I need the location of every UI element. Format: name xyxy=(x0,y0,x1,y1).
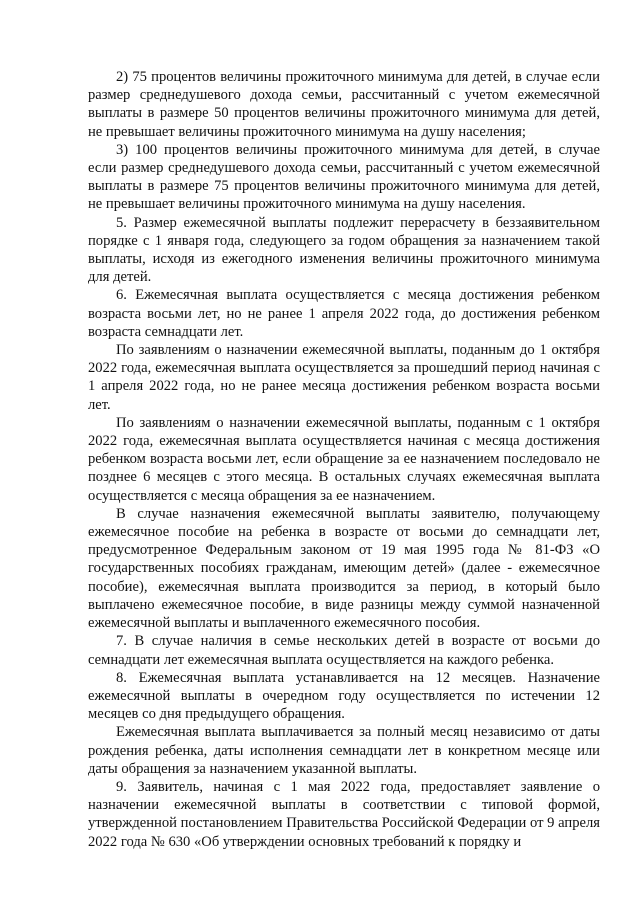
paragraph-clause-6-monthly-allowance: В случае назначения ежемесячной выплаты заявителю, получающему ежемесячное пособие на ребенка в возрасте от восьми до семнадцати лет, предусмотренное Федеральным законом от 19 мая 1995 года № 81-ФЗ «О государственных пособиях гражданам, имеющим детей» (далее - ежемесячное пособие), ежемесячная выплата производится за период, в который было выплачено ежемесячное пособие, в виде разницы между суммой назначенной ежемесячной выплаты и выплаченного ежемесячного пособия. xyxy=(88,505,600,632)
document-page xyxy=(88,68,600,851)
paragraph-clause-5: 5. Размер ежемесячной выплаты подлежит перерасчету в беззаявительном порядке с 1 января года, следующего за годом обращения за назначением такой выплаты, исходя из ежегодного изменения величины прожиточного минимума для детей. xyxy=(88,214,600,286)
paragraph-item-2: 2) 75 процентов величины прожиточного минимума для детей, в случае если размер среднедушевого дохода семьи, рассчитанный с учетом ежемесячной выплаты в размере 50 процентов величины прожиточного минимума для детей, не превышает величины прожиточного минимума на душу населения; xyxy=(88,69,600,140)
paragraph-clause-7: 7. В случае наличия в семье нескольких детей в возрасте от восьми до семнадцати лет ежемесячная выплата осуществляется на каждого ребенка. xyxy=(88,633,600,668)
paragraph-clause-8-full-month: Ежемесячная выплата выплачивается за полный месяц независимо от даты рождения ребенка, даты исполнения семнадцати лет в конкретном месяце или даты обращения за назначением указанной выплаты. xyxy=(88,724,600,777)
paragraph-clause-9: 9. Заявитель, начиная с 1 мая 2022 года, предоставляет заявление о назначении ежемесячной выплаты в соответствии с типовой формой, утвержденной постановлением Правительства Российской Федерации от 9 апреля 2022 года № 630 «Об утверждении основных требований к порядку и xyxy=(88,778,600,850)
paragraph-item-3: 3) 100 процентов величины прожиточного минимума для детей, в случае если размер среднедушевого дохода семьи, рассчитанный с учетом ежемесячной выплаты в размере 75 процентов величины прожиточного минимума для детей, не превышает величины прожиточного минимума на душу населения. xyxy=(88,141,600,213)
paragraph-clause-8: 8. Ежемесячная выплата устанавливается на 12 месяцев. Назначение ежемесячной выплаты в очередном году осуществляется по истечении 12 месяцев со дня предыдущего обращения. xyxy=(88,669,600,723)
paragraph-clause-6-from-october: По заявлениям о назначении ежемесячной выплаты, поданным с 1 октября 2022 года, ежемесячная выплата осуществляется начиная с месяца достижения ребенком возраста восьми лет, если обращение за ее назначением последовало не позднее 6 месяцев с этого месяца. В остальных случаях ежемесячная выплата осуществляется с месяца обращения за ее назначением. xyxy=(88,414,600,504)
paragraph-clause-6-before-october: По заявлениям о назначении ежемесячной выплаты, поданным до 1 октября 2022 года, ежемесячная выплата осуществляется за прошедший период начиная с 1 апреля 2022 года, но не ранее месяца достижения ребенком возраста восьми лет. xyxy=(88,342,600,413)
paragraph-clause-6: 6. Ежемесячная выплата осуществляется с месяца достижения ребенком возраста восьми лет, но не ранее 1 апреля 2022 года, до достижения ребенком возраста семнадцати лет. xyxy=(88,287,600,340)
